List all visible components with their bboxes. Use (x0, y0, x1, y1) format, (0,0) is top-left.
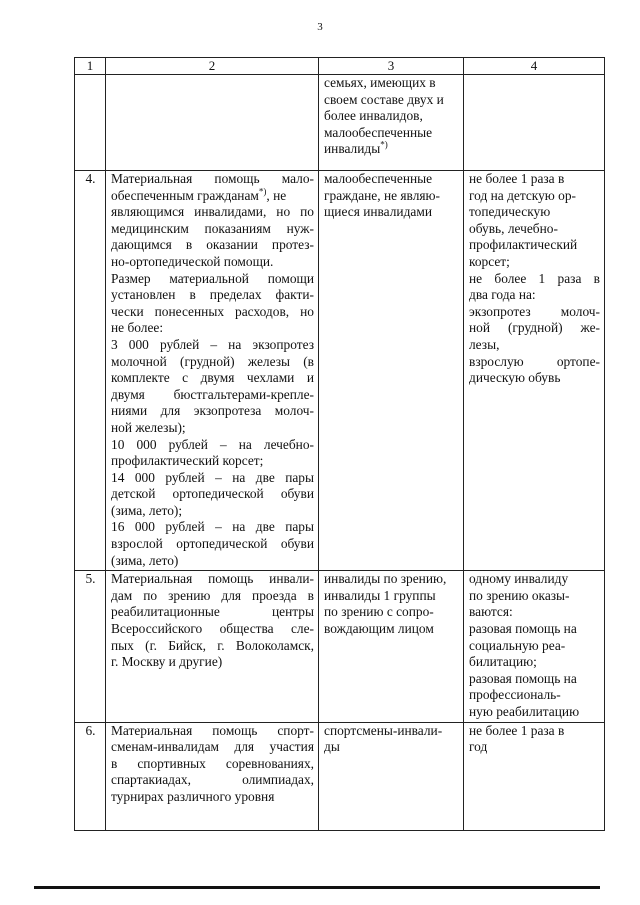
text-line: граждане, не являю- (324, 187, 441, 203)
row-4-description-cell (106, 171, 319, 571)
continuation-description-cell (106, 75, 319, 171)
text-line: разовая помощь на (469, 670, 577, 686)
text-line: лезы, (469, 336, 500, 352)
continuation-num-cell (75, 75, 106, 171)
text-line: инвалиды 1 группы (324, 587, 436, 603)
text-line: корсет; (469, 253, 510, 269)
text-line: медицинским показаниям нуж- (111, 220, 314, 236)
text-line: ную реабилитацию (469, 704, 580, 719)
text-line: 10 000 рублей – на лечебно- (111, 436, 314, 452)
text-line: детской ортопедической обуви (111, 486, 314, 502)
text-line: по зрению оказы- (469, 587, 570, 603)
text-line: малообеспеченные (324, 124, 433, 140)
row-number: 5. (75, 571, 106, 722)
text-line: Материальная помощь мало- (111, 171, 314, 186)
text-line: установлен в пределах факти- (111, 287, 314, 303)
text-line: взрослой ортопедической обуви (111, 536, 314, 552)
text-line: дающимся в оказании протез- (111, 237, 314, 253)
row-5-recipients-cell (319, 571, 464, 722)
text-line: семьях, имеющих в (324, 75, 436, 90)
benefits-table (74, 57, 605, 831)
text-line: являющимся инвалидами, но по (111, 204, 314, 220)
table-row-5 (75, 571, 605, 722)
text-line: экзопротез молоч- (469, 303, 600, 319)
text-line: топедическую (469, 204, 551, 220)
text-line: спортсмены-инвали- (324, 722, 443, 738)
continuation-frequency-cell (464, 75, 605, 171)
text-line: малообеспеченные (324, 171, 433, 186)
row-5-frequency-cell (464, 571, 605, 722)
text-line: ды (324, 739, 340, 755)
row-6-frequency-cell (464, 722, 605, 830)
text-line: комплекте с двумя чехлами и (111, 370, 314, 386)
text-line: год (469, 739, 488, 755)
text-line: профессиональ- (469, 687, 561, 703)
footnote-mark: *) (258, 186, 267, 197)
text-line: профилактический корсет; (111, 453, 264, 469)
text-line: ной железы); (111, 419, 186, 435)
text-line: 14 000 рублей – на две пары (111, 469, 314, 485)
text-line: не более: (111, 320, 164, 336)
text-line: не более 1 раза в (469, 171, 565, 186)
text-line: (зима, лето) (111, 552, 179, 568)
text-line: дическую обувь (469, 370, 561, 386)
text-line: в спортивных соревнованиях, (111, 755, 314, 771)
text-line: г. Москву и другие) (111, 654, 223, 670)
header-col-2: 2 (106, 58, 319, 75)
text-line: Материальная помощь инвали- (111, 571, 314, 587)
text-line: Размер материальной помощи (111, 270, 314, 286)
text-line: инвалиды*) (324, 139, 388, 157)
row-4-frequency-cell (464, 171, 605, 571)
text-line: обеспеченным гражданам*), не (111, 186, 287, 203)
text-line: сменам-инвалидам для участия (111, 739, 314, 755)
text-line: дам по зрению для проезда в (111, 587, 314, 603)
text-line: Материальная помощь спорт- (111, 722, 314, 738)
row-number: 6. (75, 722, 106, 830)
text-line: вождающим лицом (324, 621, 434, 637)
header-col-1: 1 (75, 58, 106, 75)
text-line: реабилитационные центры (111, 604, 314, 620)
row-4-recipients-cell (319, 171, 464, 571)
text-line: (зима, лето); (111, 502, 183, 518)
text-line: взрослую ортопе- (469, 353, 600, 369)
continuation-recipients-cell (319, 75, 464, 171)
text-line: одному инвалиду (469, 571, 569, 587)
text-line: ной (грудной) же- (469, 320, 600, 336)
table-row-4 (75, 171, 605, 571)
header-row (75, 58, 605, 75)
text-line: турнирах различного уровня (111, 788, 275, 804)
table-row-6 (75, 722, 605, 830)
text-line: двумя бюстгальтерами-крепле- (111, 386, 314, 402)
text-line: но-ортопедической помощи. (111, 253, 274, 269)
text-line: год на детскую ор- (469, 187, 577, 203)
text-line: ваются: (469, 604, 513, 620)
page-number: 3 (317, 21, 323, 33)
text-line: не более 1 раза в (469, 270, 600, 286)
text-line: Всероссийского общества сле- (111, 621, 314, 637)
text-line: спартакиадах, олимпиадах, (111, 772, 314, 788)
text-line: профилактический (469, 237, 578, 253)
text-line: пых (г. Бийск, г. Волоколамск, (111, 637, 314, 653)
text-line: 3 000 рублей – на экзопротез (111, 336, 314, 352)
text-line: по зрению с сопро- (324, 604, 434, 620)
text-line: два года на: (469, 287, 536, 303)
text-line: более инвалидов, (324, 108, 423, 124)
row-5-description-cell (106, 571, 319, 722)
row-number: 4. (75, 171, 106, 571)
footnote-mark: *) (380, 139, 388, 150)
text-line: обувь, лечебно- (469, 220, 558, 236)
row-6-description-cell (106, 722, 319, 830)
text-line: щиеся инвалидами (324, 204, 432, 220)
text-line: чески понесенных расходов, но (111, 303, 314, 319)
header-col-4: 4 (464, 58, 605, 75)
text-line: билитацию; (469, 654, 537, 670)
text-line: социальную реа- (469, 637, 566, 653)
text-line: молочной (грудной) железы (в (111, 353, 314, 369)
text-line: разовая помощь на (469, 621, 577, 637)
text-line: своем составе двух и (324, 91, 444, 107)
footer-rule (34, 886, 600, 889)
text-line: не более 1 раза в (469, 722, 565, 738)
text-line: инвалиды по зрению, (324, 571, 447, 587)
text-line: 16 000 рублей – на две пары (111, 519, 314, 535)
row-6-recipients-cell (319, 722, 464, 830)
header-col-3: 3 (319, 58, 464, 75)
text-line: ниями для экзопротеза молоч- (111, 403, 314, 419)
continuation-row (75, 75, 605, 171)
